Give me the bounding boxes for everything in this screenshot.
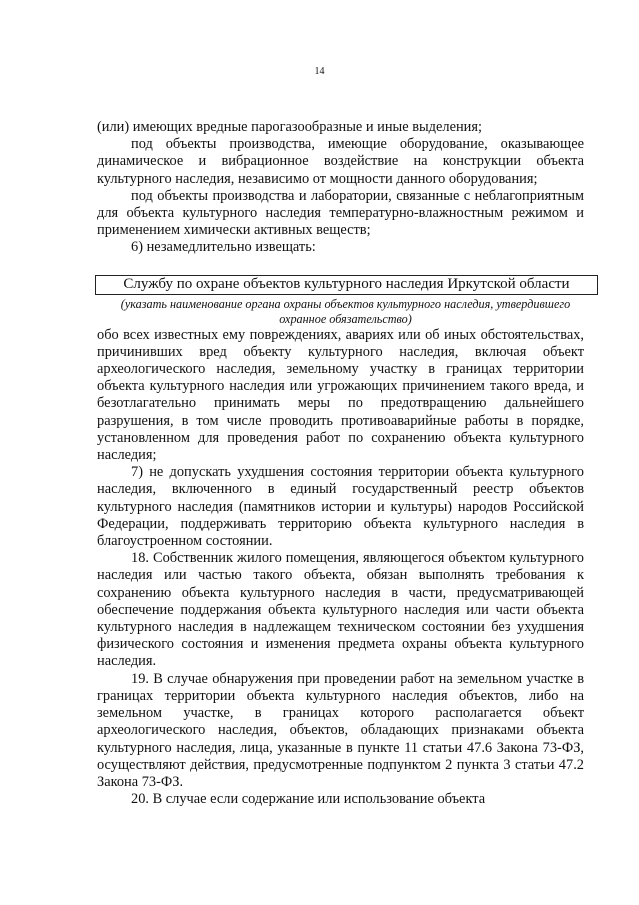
intro-paragraph: (или) имеющих вредные парогазообразные и иные выделения; [97,119,482,135]
intro-paragraph: 6) незамедлительно извещать: [131,239,316,256]
field-caption-line: (указать наименование органа охраны объектов культурного наследия, утвердившего [120,296,571,311]
intro-paragraph: под объекты производства и лаборатории, связанные с неблагоприятным для объекта культурного наследия температурно-влажностным режимом и применением химически активных веществ; [97,187,584,239]
document-body [97,119,584,808]
body-paragraph: 20. В случае если содержание или использование объекта [131,791,486,808]
spacer [97,257,584,275]
body-paragraph: 19. В случае обнаружения при проведении работ на земельном участке в границах территории объекта культурного наследия объектов, либо на земельном участке, в границах которого располагается объект археологического наследия, объектов, обладающих признаками объекта культурного наследия, лица, указанные в пункте 11 статьи 47.6 Закона 73-ФЗ, осуществляют действия, предусмотренные подпунктом 2 пункта 3 статьи 47.2 Закона 73-ФЗ. [97,670,584,790]
body-paragraph: обо всех известных ему повреждениях, авариях или об иных обстоятельствах, причинивших вред объекту культурного наследия, включая объект археологического наследия, земельному участку в границах территории объекта культурного наследия или угрожающих причинением такого вреда, и безотлагательно принимать меры по предотвращению дальнейшего разрушения, в том числе проводить противоаварийные работы в порядке, установленном для проведения работ по сохранению объекта культурного наследия; [97,326,584,464]
authority-name-field: Службу по охране объектов культурного наследия Иркутской области [95,275,598,295]
body-paragraph: 18. Собственник жилого помещения, являющегося объектом культурного наследия или частью такого объекта, обязан выполнять требования к сохранению объекта культурного наследия в части, предусматривающей обеспечение поддержания объекта культурного наследия или части объекта культурного наследия в надлежащем техническом состоянии без ухудшения физического состояния и изменения предмета охраны объекта культурного наследия. [97,550,584,670]
body-paragraph: 7) не допускать ухудшения состояния территории объекта культурного наследия, включенного в единый государственный реестр объектов культурного наследия (памятников истории и культуры) народов Российской Федерации, поддерживать территорию объекта культурного наследия в благоустроенном состоянии. [97,464,584,550]
field-caption [89,297,602,327]
field-caption-line: охранное обязательство) [279,311,412,326]
intro-paragraph: под объекты производства, имеющие оборудование, оказывающее динамическое и вибрационное воздействие на конструкции объекта культурного наследия, независимо от мощности данного оборудования; [97,136,584,187]
page-number: 14 [314,66,325,77]
